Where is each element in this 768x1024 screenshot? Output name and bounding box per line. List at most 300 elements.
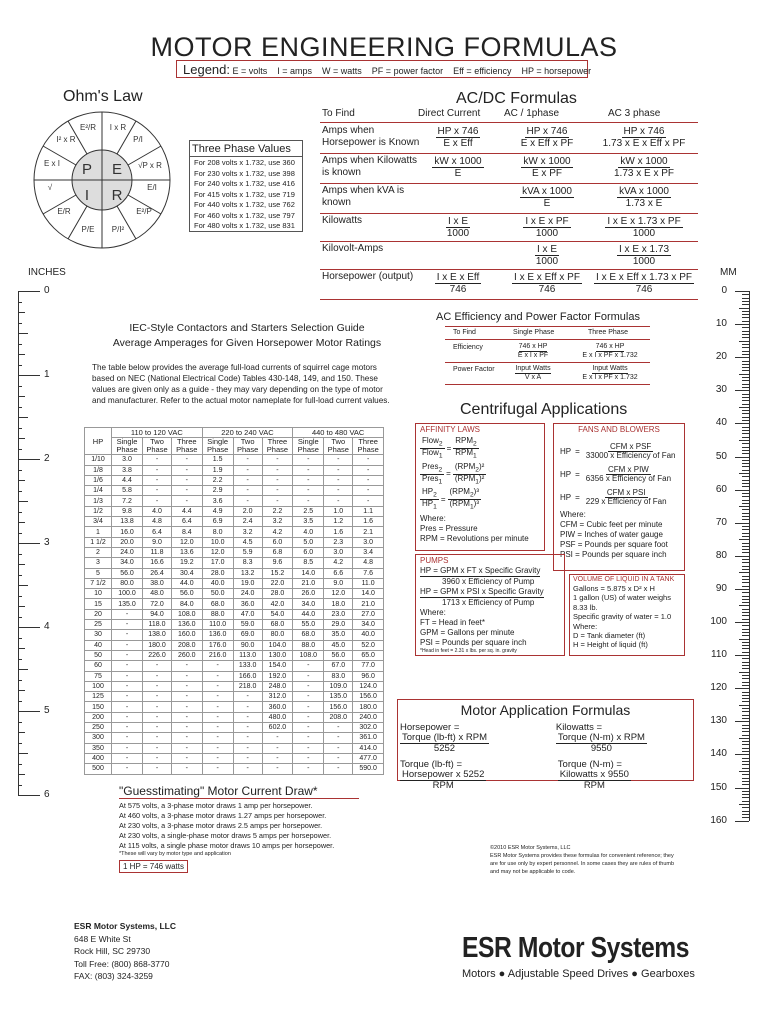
mm-tick: [739, 308, 749, 309]
mm-tick: [742, 695, 749, 696]
table-cell: -: [112, 640, 143, 650]
inch-tick: [18, 480, 25, 481]
table-cell: 13.8: [112, 517, 143, 527]
table-cell: -: [353, 496, 384, 506]
mm-tick: [739, 374, 749, 375]
pumps-box: [415, 554, 565, 656]
mm-tick: [735, 821, 749, 822]
legend-text: E = volts I = amps W = watts PF = power factor Eff = efficiency HP = horsepower: [232, 66, 592, 76]
table-cell: 192.0: [262, 671, 293, 681]
table-cell: -: [262, 475, 293, 485]
table-cell: -: [112, 723, 143, 733]
table-cell: 44.0: [171, 578, 202, 588]
table-cell: 9.0: [143, 537, 172, 547]
ohm-e: E: [111, 161, 123, 178]
table-cell: 216.0: [202, 650, 233, 660]
table-cell: -: [293, 455, 324, 465]
table-cell: -: [112, 733, 143, 743]
inch-tick: [18, 711, 40, 712]
table-cell: -: [143, 486, 172, 496]
table-row: [85, 475, 384, 485]
mm-tick: [742, 486, 749, 487]
table-cell: 26.0: [293, 589, 324, 599]
table-cell: -: [233, 692, 262, 702]
table-cell: -: [171, 661, 202, 671]
mm-tick: [742, 400, 749, 401]
table-cell: 1/3: [85, 496, 112, 506]
table-cell: -: [171, 475, 202, 485]
table-cell: -: [171, 486, 202, 496]
table-cell: 2.1: [353, 527, 384, 537]
table-cell: 4.0: [293, 527, 324, 537]
table-cell: 110.0: [202, 620, 233, 630]
acdc-formula: I x E x PF 1000: [525, 216, 569, 239]
mm-tick: [739, 738, 749, 739]
table-cell: 34.0: [112, 558, 143, 568]
mm-tick: [742, 586, 749, 587]
inch-tick: [18, 302, 22, 303]
table-cell: 50.0: [202, 589, 233, 599]
table-cell: 14.0: [293, 568, 324, 578]
table-cell: 6.8: [262, 547, 293, 557]
table-cell: 28.0: [262, 589, 293, 599]
mm-tick: [735, 788, 749, 789]
table-cell: 5.8: [112, 486, 143, 496]
table-cell: 1.6: [353, 517, 384, 527]
table-cell: 218.0: [233, 681, 262, 691]
table-cell: -: [202, 764, 233, 774]
mm-label: 50: [715, 450, 727, 462]
group-header: 440 to 480 VAC: [293, 428, 384, 438]
table-cell: 176.0: [202, 640, 233, 650]
ohm-outer-6: P/E: [81, 225, 95, 234]
mm-tick: [742, 629, 749, 630]
table-cell: -: [233, 475, 262, 485]
mm-tick: [742, 648, 749, 649]
table-cell: -: [293, 743, 324, 753]
ohm-outer-4: E²/P: [136, 207, 152, 216]
mm-tick: [742, 370, 749, 371]
affinity-box: [415, 423, 545, 551]
inch-tick: [18, 732, 25, 733]
table-cell: 135.0: [324, 692, 353, 702]
table-cell: 2: [85, 547, 112, 557]
table-cell: 21.0: [293, 578, 324, 588]
mm-tick: [742, 774, 749, 775]
table-row: [85, 640, 384, 650]
mm-tick: [735, 688, 749, 689]
mm-ruler: [700, 285, 755, 826]
table-cell: 2.5: [293, 506, 324, 516]
table-cell: -: [202, 733, 233, 743]
mm-tick: [742, 364, 749, 365]
table-cell: 414.0: [353, 743, 384, 753]
table-cell: -: [171, 712, 202, 722]
effpf-row-label: Efficiency: [453, 344, 483, 351]
table-cell: 12.0: [324, 589, 353, 599]
mm-label: 100: [710, 616, 727, 627]
table-cell: 4.4: [171, 506, 202, 516]
table-cell: 250: [85, 723, 112, 733]
table-cell: -: [293, 475, 324, 485]
table-row: [85, 681, 384, 691]
table-cell: -: [171, 692, 202, 702]
table-cell: -: [143, 475, 172, 485]
table-cell: -: [143, 455, 172, 465]
mm-tick: [742, 509, 749, 510]
mm-tick: [742, 645, 749, 646]
table-cell: 3: [85, 558, 112, 568]
three-phase-item: For 230 volts x 1.732, use 398: [194, 168, 295, 178]
table-row: [85, 496, 384, 506]
mm-tick: [742, 314, 749, 315]
table-cell: 3.5: [293, 517, 324, 527]
table-cell: 25: [85, 620, 112, 630]
inch-tick: [18, 312, 25, 313]
acdc-formula: I x E x Eff x 1.73 x PF 746: [596, 272, 692, 295]
table-cell: 69.0: [233, 630, 262, 640]
table-cell: 40.0: [353, 630, 384, 640]
table-cell: 150: [85, 702, 112, 712]
table-cell: 3.0: [324, 547, 353, 557]
mm-label: 90: [715, 582, 727, 594]
sub-header: Single Phase: [202, 438, 233, 455]
table-cell: 72.0: [143, 599, 172, 609]
table-cell: 124.0: [353, 681, 384, 691]
mm-label: 70: [715, 516, 727, 528]
mm-tick: [742, 609, 749, 610]
table-cell: 3.2: [233, 527, 262, 537]
table-cell: -: [293, 723, 324, 733]
acdc-row-label: Amps when Horsepower is Known: [322, 125, 420, 148]
table-cell: -: [293, 671, 324, 681]
table-cell: 118.0: [143, 620, 172, 630]
table-cell: 350: [85, 743, 112, 753]
table-cell: 361.0: [353, 733, 384, 743]
contact-city: Rock Hill, SC 29730: [74, 946, 151, 956]
table-cell: 1.2: [324, 517, 353, 527]
table-cell: 19.2: [171, 558, 202, 568]
mm-tick: [739, 440, 749, 441]
hp-watts-box: 1 HP = 746 watts: [119, 860, 188, 873]
table-cell: 4.2: [324, 558, 353, 568]
table-row: [85, 578, 384, 588]
iec-subtitle: Average Amperages for Given Horsepower Motor Ratings: [112, 337, 382, 349]
table-cell: -: [324, 496, 353, 506]
table-cell: -: [143, 681, 172, 691]
table-cell: 156.0: [353, 692, 384, 702]
inch-tick: [18, 543, 40, 544]
inch-tick: [18, 575, 22, 576]
table-cell: 312.0: [262, 692, 293, 702]
table-cell: -: [293, 465, 324, 475]
mm-tick: [742, 430, 749, 431]
mm-label: 60: [715, 483, 727, 495]
table-row: [85, 650, 384, 660]
acdc-row-label: Kilovolt-Amps: [322, 243, 384, 254]
table-cell: 96.0: [353, 671, 384, 681]
mm-tick: [735, 457, 749, 458]
inch-tick: [18, 606, 25, 607]
table-cell: -: [262, 764, 293, 774]
table-cell: -: [324, 465, 353, 475]
mm-tick: [742, 367, 749, 368]
table-cell: -: [353, 486, 384, 496]
table-cell: 10.0: [202, 537, 233, 547]
table-cell: 400: [85, 753, 112, 763]
table-cell: 15: [85, 599, 112, 609]
mm-label: 150: [710, 781, 727, 793]
mm-label: 40: [715, 417, 727, 429]
table-cell: -: [324, 455, 353, 465]
table-cell: 47.0: [233, 609, 262, 619]
table-cell: -: [112, 702, 143, 712]
table-cell: 11.8: [143, 547, 172, 557]
inch-label: 0: [44, 285, 50, 296]
acdc-formula: HP x 746 E x Eff x PF: [520, 126, 574, 149]
mm-tick: [742, 811, 749, 812]
table-cell: 136.0: [202, 630, 233, 640]
acdc-row: [320, 153, 698, 184]
mm-tick: [742, 625, 749, 626]
mm-tick: [735, 721, 749, 722]
mm-tick: [742, 675, 749, 676]
mm-tick: [742, 725, 749, 726]
table-row: [85, 692, 384, 702]
mm-tick: [742, 536, 749, 537]
table-cell: 156.0: [324, 702, 353, 712]
table-cell: 3/4: [85, 517, 112, 527]
ohm-outer-9: √: [47, 183, 53, 192]
table-cell: 56.0: [324, 650, 353, 660]
mm-tick: [742, 797, 749, 798]
three-phase-item: For 480 volts x 1.732, use 831: [194, 221, 295, 230]
table-cell: 52.0: [353, 640, 384, 650]
mm-tick: [742, 463, 749, 464]
mm-tick: [742, 662, 749, 663]
mm-tick: [742, 711, 749, 712]
table-cell: -: [262, 465, 293, 475]
mm-tick: [742, 294, 749, 295]
table-cell: -: [324, 753, 353, 763]
inch-tick: [18, 428, 22, 429]
contact-address: 648 E White St: [74, 933, 131, 944]
table-cell: 9.8: [112, 506, 143, 516]
table-cell: -: [112, 712, 143, 722]
mm-tick: [739, 705, 749, 706]
sub-header: Single Phase: [293, 438, 324, 455]
mm-tick: [742, 814, 749, 815]
table-cell: 208.0: [171, 640, 202, 650]
table-cell: 27.0: [353, 609, 384, 619]
acdc-header: AC 3 phase: [608, 108, 661, 119]
table-cell: -: [171, 465, 202, 475]
table-cell: -: [171, 753, 202, 763]
table-cell: 240.0: [353, 712, 384, 722]
inch-tick: [18, 354, 25, 355]
mm-label: 30: [715, 384, 727, 396]
mm-tick: [742, 493, 749, 494]
mm-tick: [742, 317, 749, 318]
table-cell: 5.9: [233, 547, 262, 557]
table-cell: -: [353, 465, 384, 475]
table-cell: 6.0: [293, 547, 324, 557]
table-cell: -: [112, 753, 143, 763]
contact-company: ESR Motor Systems, LLC: [74, 921, 177, 931]
inch-tick: [18, 512, 22, 513]
mm-tick: [739, 605, 749, 606]
acdc-row: [320, 183, 698, 214]
inch-tick: [18, 333, 28, 334]
inch-ruler: [18, 285, 63, 811]
table-cell: -: [324, 733, 353, 743]
mm-tick: [742, 764, 749, 765]
iec-title: IEC-Style Contactors and Starters Selection Guide: [129, 322, 365, 334]
table-cell: 84.0: [171, 599, 202, 609]
table-cell: 8.0: [202, 527, 233, 537]
inch-tick: [18, 785, 22, 786]
mm-tick: [742, 698, 749, 699]
table-cell: -: [143, 671, 172, 681]
table-cell: 4.0: [143, 506, 172, 516]
table-row: [85, 465, 384, 475]
contact-fax: FAX: (803) 324-3259: [74, 971, 153, 981]
table-cell: -: [143, 465, 172, 475]
table-cell: -: [202, 661, 233, 671]
table-cell: 160.0: [171, 630, 202, 640]
table-cell: 602.0: [262, 723, 293, 733]
mm-tick: [742, 344, 749, 345]
table-cell: -: [171, 455, 202, 465]
mm-label: 110: [711, 649, 727, 661]
mm-tick: [742, 592, 749, 593]
amperage-table: [84, 427, 384, 775]
contact-phone: Toll Free: (800) 868-3770: [74, 958, 170, 969]
inch-tick: [18, 680, 22, 681]
table-cell: 12.0: [171, 537, 202, 547]
table-cell: -: [143, 743, 172, 753]
sub-header: Three Phase: [353, 438, 384, 455]
table-cell: 42.0: [262, 599, 293, 609]
mm-tick: [742, 380, 749, 381]
mm-tick: [742, 437, 749, 438]
table-cell: 55.0: [293, 620, 324, 630]
mm-tick: [735, 556, 749, 557]
table-cell: 138.0: [143, 630, 172, 640]
mm-tick: [742, 635, 749, 636]
mm-tick: [742, 615, 749, 616]
acdc-row: [320, 269, 698, 300]
acdc-formula: kW x 1000 1.73 x E x PF: [613, 156, 675, 179]
mm-tick: [742, 483, 749, 484]
table-row: [85, 599, 384, 609]
three-phase-item: For 440 volts x 1.732, use 762: [194, 200, 295, 209]
table-cell: -: [202, 753, 233, 763]
table-cell: 17.0: [202, 558, 233, 568]
mm-tick: [742, 516, 749, 517]
three-phase-list: [190, 157, 302, 233]
fans-box: [553, 423, 685, 571]
table-cell: 6.9: [202, 517, 233, 527]
effpf-title: AC Efficiency and Power Factor Formulas: [436, 311, 640, 323]
table-cell: 5.0: [293, 537, 324, 547]
table-cell: 260.0: [171, 650, 202, 660]
brand-name: ESR Motor Systems: [462, 932, 690, 964]
table-cell: -: [262, 486, 293, 496]
table-cell: 180.0: [353, 702, 384, 712]
table-cell: 1/6: [85, 475, 112, 485]
centrifugal-title: Centrifugal Applications: [460, 401, 628, 418]
sub-header: Single Phase: [112, 438, 143, 455]
iec-titles: [92, 321, 402, 351]
tank-box: [569, 574, 685, 656]
table-cell: -: [262, 455, 293, 465]
mm-tick: [742, 685, 749, 686]
acdc-formula: kW x 1000 E x PF: [523, 156, 571, 179]
mm-tick: [742, 543, 749, 544]
three-phase-item: For 208 volts x 1.732, use 360: [194, 158, 295, 167]
table-cell: -: [324, 475, 353, 485]
table-cell: 24.0: [233, 589, 262, 599]
table-cell: 226.0: [143, 650, 172, 660]
mm-tick: [742, 397, 749, 398]
table-cell: -: [112, 630, 143, 640]
ohm-outer-1: P/I: [133, 135, 143, 144]
table-cell: 68.0: [202, 599, 233, 609]
mm-tick: [739, 341, 749, 342]
table-cell: 5: [85, 568, 112, 578]
table-cell: 590.0: [353, 764, 384, 774]
table-cell: -: [202, 681, 233, 691]
table-cell: -: [233, 723, 262, 733]
ohm-p: P: [81, 161, 93, 178]
table-cell: 77.0: [353, 661, 384, 671]
table-cell: -: [202, 723, 233, 733]
table-cell: 30: [85, 630, 112, 640]
table-cell: 3.8: [112, 465, 143, 475]
mm-ruler-line: [749, 291, 750, 821]
mm-tick: [739, 473, 749, 474]
mm-tick: [742, 334, 749, 335]
table-cell: -: [143, 764, 172, 774]
mm-label: 20: [715, 351, 727, 363]
table-cell: 67.0: [324, 661, 353, 671]
effpf-row: [445, 362, 650, 385]
mm-tick: [742, 413, 749, 414]
mm-tick: [735, 423, 749, 424]
table-cell: -: [324, 723, 353, 733]
table-cell: -: [353, 455, 384, 465]
mm-tick: [742, 708, 749, 709]
ohm-outer-3: E/I: [147, 183, 157, 192]
effpf-row: [445, 340, 650, 363]
table-cell: 4.4: [112, 475, 143, 485]
three-phase-item: For 415 volts x 1.732, use 719: [194, 189, 295, 199]
ohm-outer-7: E/R: [57, 207, 71, 216]
effpf-header: To Find: [453, 329, 476, 336]
table-cell: 34.0: [353, 620, 384, 630]
table-cell: -: [324, 764, 353, 774]
inch-tick: [18, 522, 25, 523]
table-cell: -: [112, 661, 143, 671]
table-cell: 125: [85, 692, 112, 702]
acdc-formula: I x E x 1.73 1000: [618, 244, 670, 267]
table-cell: 34.0: [293, 599, 324, 609]
table-cell: 8.4: [171, 527, 202, 537]
table-cell: 20.0: [112, 537, 143, 547]
guess-title: "Guesstimating" Motor Current Draw*: [119, 784, 318, 798]
motor-app-title: Motor Application Formulas: [460, 702, 631, 718]
